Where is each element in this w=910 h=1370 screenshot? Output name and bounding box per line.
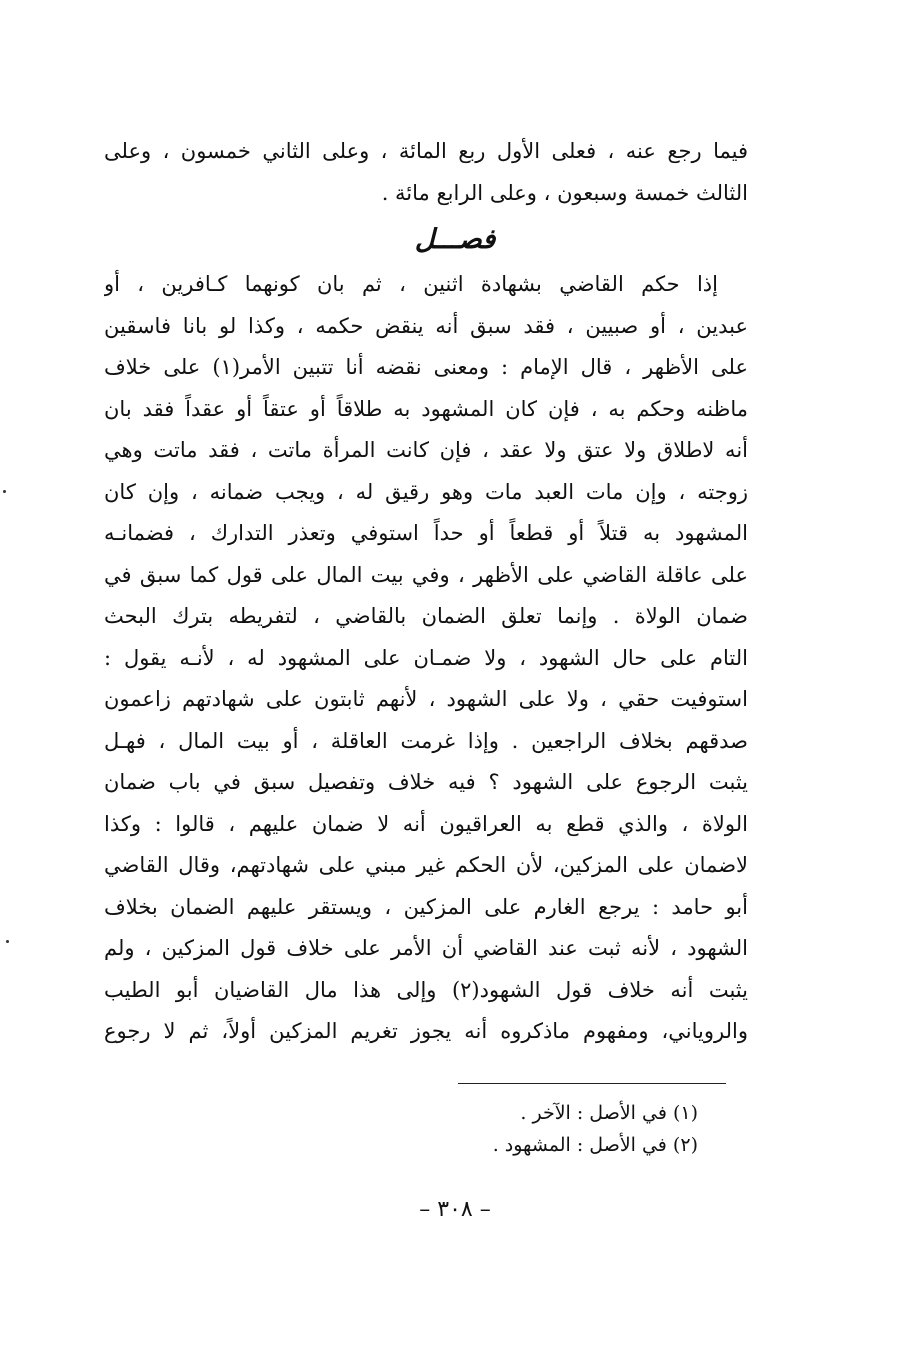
text-line: زوجته ، وإن مات العبد مات وهو رقيق له ، ويجب ضمانه ، وإن كان <box>104 479 748 504</box>
footnotes <box>298 1097 698 1161</box>
text-line: الثالث خمسة وسبعون ، وعلى الرابع مائة . <box>381 180 748 205</box>
text-line: أبو حامد : يرجع الغارم على المزكين ، ويستقر عليهم الضمان بخلاف <box>104 894 748 919</box>
text-line: فيما رجع عنه ، فعلى الأول ربع المائة ، وعلى الثاني خمسون ، وعلى <box>104 139 748 163</box>
scan-speck <box>6 940 9 943</box>
text-line: الولاة ، والذي قطع به العراقيون أنه لا ضمان عليهم ، قالوا : وكذا <box>104 811 748 836</box>
text-line: أنه لاطلاق ولا عتق ولا عقد ، فإن كانت المرأة ماتت ، فقد ماتت وهي <box>104 438 748 462</box>
text-line: على عاقلة القاضي على الأظهر ، وفي بيت المال على قول كما سبق في <box>104 562 748 587</box>
text-line: ماظنه وحكم به ، فإن كان المشهود به طلاقاً أو عتقاً أو عقداً فقد بان <box>104 396 748 421</box>
text-line: لاضمان على المزكين، لأن الحكم غير مبني على شهادتهم، وقال القاضي <box>104 853 748 877</box>
text-line: على الأظهر ، قال الإمام : ومعنى نقضه أنا تتبين الأمر(١) على خلاف <box>104 355 748 379</box>
text-line: عبدين ، أو صبيين ، فقد سبق أنه ينقض حكمه ، وكذا لو بانا فاسقين <box>104 313 748 338</box>
text-line: التام على حال الشهود ، ولا ضمـان على المشهود له ، لأنـه يقول : <box>104 645 748 670</box>
text-line: صدقهم بخلاف الراجعين . وإذا غرمت العاقلة ، أو بيت المال ، فهـل <box>104 728 748 753</box>
text-line: ضمان الولاة . وإنما تعلق الضمان بالقاضي ، لتفريطه بترك البحث <box>104 604 748 628</box>
text-line: استوفيت حقي ، ولا على الشهود ، لأنهم ثابتون على شهادتهم زاعمون <box>104 687 748 711</box>
section-heading: فصـــل <box>414 224 496 255</box>
text-line: يثبت الرجوع على الشهود ؟ فيه خلاف وتفصيل سبق في باب ضمان <box>104 770 748 794</box>
text-line: إذا حكم القاضي بشهادة اثنين ، ثم بان كونهما كـافرين ، أو <box>104 272 718 296</box>
text-line: والروياني، ومفهوم ماذكروه أنه يجوز تغريم المزكين أولاً، ثم لا رجوع <box>104 1019 748 1043</box>
page-number: – ٣٠٨ – <box>419 1197 491 1222</box>
text-line: الشهود ، لأنه ثبت عند القاضي أن الأمر على خلاف قول المزكين ، ولم <box>104 936 748 960</box>
intro-paragraph <box>104 131 748 214</box>
text-line: يثبت أنه خلاف قول الشهود(٢) وإلى هذا مال القاضيان أبو الطيب <box>104 977 748 1002</box>
text-line: المشهود به قتلاً أو قطعاً أو حداً استوفي وتعذر التدارك ، فضمانـه <box>104 521 748 545</box>
scan-speck <box>3 490 6 493</box>
section-body <box>104 264 748 1053</box>
footnote-1: (١) في الأصل : الآخر . <box>520 1102 698 1124</box>
footnote-divider <box>458 1083 726 1084</box>
footnote-2: (٢) في الأصل : المشهود . <box>492 1134 698 1156</box>
